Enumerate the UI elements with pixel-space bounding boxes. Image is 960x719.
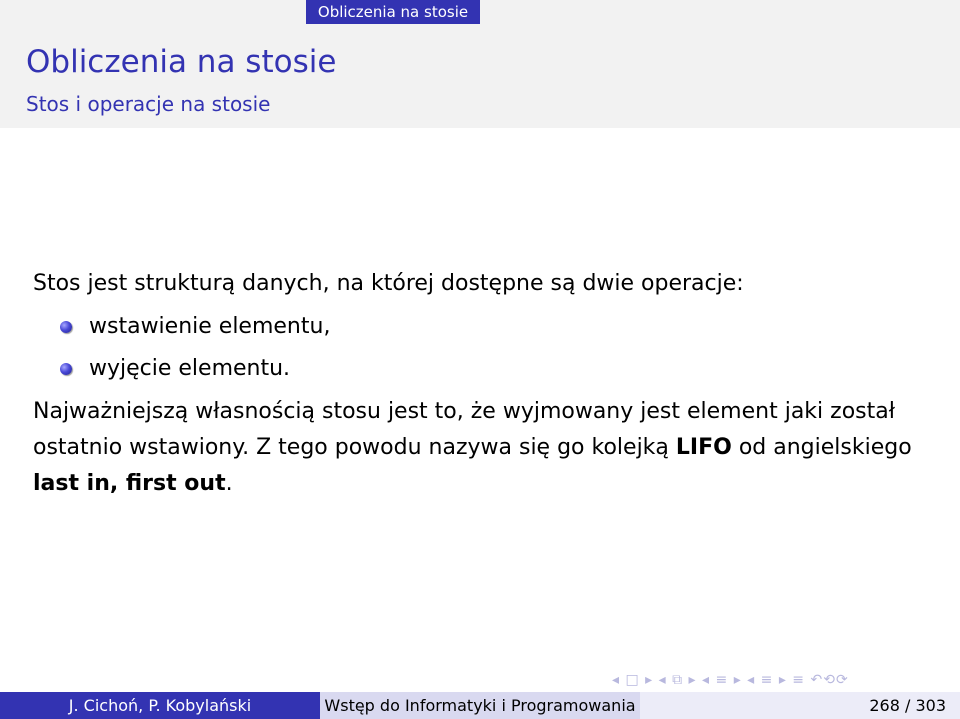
navigation-symbols[interactable]: ◂ □ ▸ ◂ ⧉ ▸ ◂ ≡ ▸ ◂ ≡ ▸ ≡ ↶⟲⟳: [612, 672, 849, 688]
paragraph-text: Najważniejszą własnością stosu jest to, że wyjmowany jest element jaki został ostatnio wstawiony. Z tego powodu nazywa się go kolejką: [33, 399, 895, 460]
footer-author: J. Cichoń, P. Kobylański: [0, 692, 320, 719]
description-paragraph: [33, 394, 933, 502]
intro-text: Stos jest strukturą danych, na której dostępne są dwie operacje:: [33, 271, 744, 296]
frame-subtitle: Stos i operacje na stosie: [26, 92, 271, 116]
lifo-term: LIFO: [675, 435, 732, 460]
list-item: [33, 306, 933, 348]
lifo-expansion: last in, first out: [33, 471, 226, 496]
section-label[interactable]: Obliczenia na stosie: [306, 0, 480, 24]
list-item-text: wstawienie elementu,: [89, 314, 331, 339]
list-item: [33, 348, 933, 390]
list-item-text: wyjęcie elementu.: [89, 356, 291, 381]
header-bar: [0, 0, 960, 24]
bullet-icon: [60, 363, 72, 375]
footer-title: Wstęp do Informatyki i Programowania: [320, 692, 640, 719]
paragraph-text: od angielskiego: [731, 435, 912, 460]
operations-list: [33, 306, 933, 390]
footer-page-number: 268 / 303: [640, 692, 960, 719]
bullet-icon: [60, 321, 72, 333]
slide-content: [33, 266, 933, 502]
paragraph-text: .: [225, 471, 233, 496]
footer: [0, 692, 960, 719]
frame-title: Obliczenia na stosie: [26, 44, 337, 80]
